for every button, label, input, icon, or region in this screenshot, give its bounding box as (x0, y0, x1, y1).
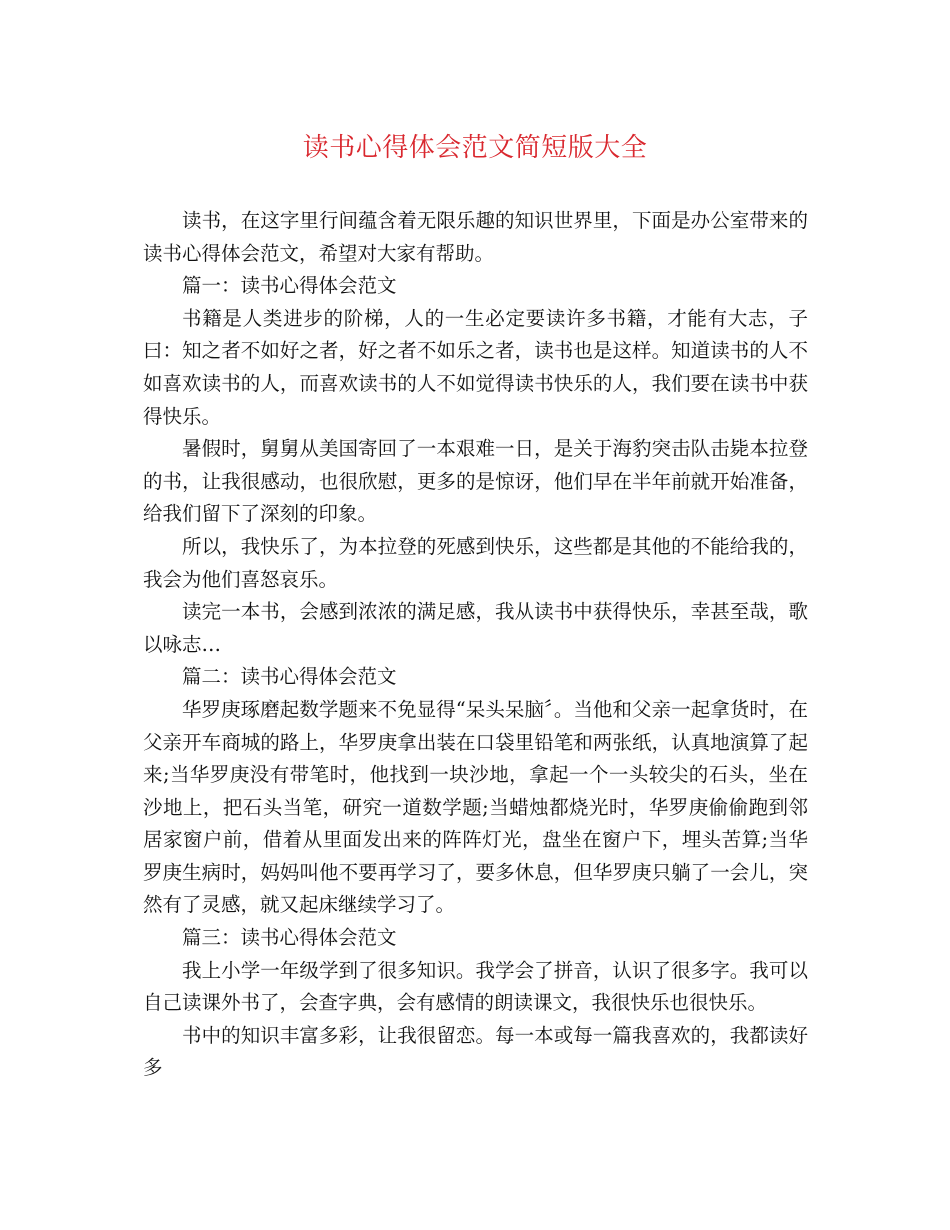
paragraph: 我上小学一年级学到了很多知识。我学会了拼音，认识了很多字。我可以自己读课外书了，会查字典，会有感情的朗读课文，我很快乐也很快乐。 (143, 958, 808, 1015)
paragraph: 读完一本书，会感到浓浓的满足感，我从读书中获得快乐，幸甚至哉，歌以咏志… (143, 600, 808, 656)
paragraph: 华罗庚琢磨起数学题来不免显得“呆头呆脑〞。当他和父亲一起拿货时，在父亲开车商城的路上，华罗庚拿出装在口袋里铅笔和两张纸，认真地演算了起来;当华罗庚没有带笔时，他找到一块沙地，拿起一个一头较尖的石头，坐在沙地上，把石头当笔，研究一道数学题;当蜡烛都烧光时，华罗庚偷偷跑到邻居家窗户前，借着从里面发出来的阵阵灯光，盘坐在窗户下，埋头苦算;当华罗庚生病时，妈妈叫他不要再学习了，要多休息，但华罗庚只躺了一会儿，突然有了灵感，就又起床继续学习了。 (143, 697, 808, 917)
section-heading-3: 篇三：读书心得体会范文 (182, 926, 397, 950)
document-title: 读书心得体会范文简短版大全 (302, 133, 648, 163)
paragraph: 书中的知识丰富多彩，让我很留恋。每一本或每一篇我喜欢的，我都读好多 (143, 1023, 808, 1080)
paragraph: 暑假时，舅舅从美国寄回了一本艰难一日，是关于海豹突击队击毙本拉登的书，让我很感动，也很欣慰，更多的是惊讶，他们早在半年前就开始准备，给我们留下了深刻的印象。 (143, 437, 808, 526)
paragraph: 书籍是人类进步的阶梯，人的一生必定要读许多书籍，才能有大志，子曰：知之者不如好之者，好之者不如乐之者，读书也是这样。知道读书的人不如喜欢读书的人，而喜欢读书的人不如觉得读书快乐的人，我们要在读书中获得快乐。 (143, 306, 808, 428)
paragraph: 所以，我快乐了，为本拉登的死感到快乐，这些都是其他的不能给我的，我会为他们喜怒哀乐。 (143, 534, 808, 591)
section-heading-1: 篇一：读书心得体会范文 (182, 274, 397, 298)
intro-paragraph: 读书，在这字里行间蕴含着无限乐趣的知识世界里，下面是办公室带来的读书心得体会范文，希望对大家有帮助。 (143, 209, 808, 265)
section-heading-2: 篇二：读书心得体会范文 (182, 665, 397, 689)
document-body (143, 205, 808, 1085)
